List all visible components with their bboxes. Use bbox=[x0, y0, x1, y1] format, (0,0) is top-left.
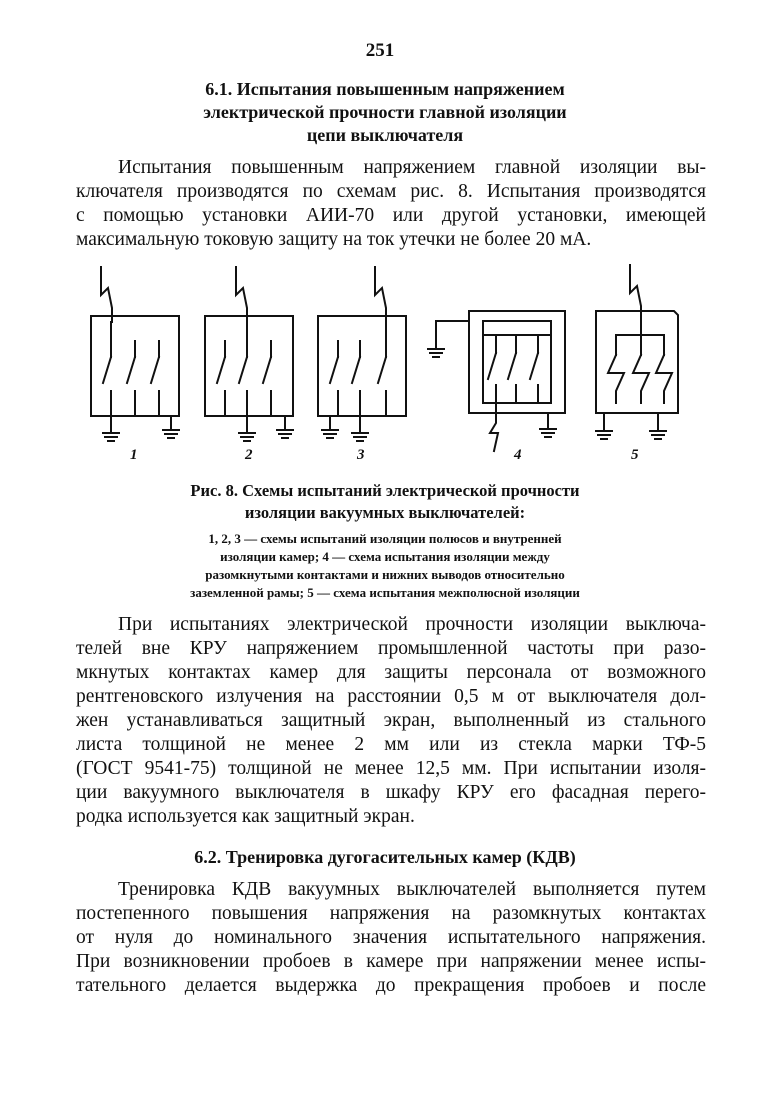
text-line: При возникновении пробоев в камере при напряжении менее испы- bbox=[76, 951, 706, 972]
section-6-2-paragraph bbox=[76, 878, 706, 998]
figure-legend bbox=[110, 530, 660, 602]
paragraph-2 bbox=[76, 613, 706, 829]
text-line: листа толщиной не менее 2 мм или из стекла марки ТФ-5 bbox=[76, 734, 706, 755]
scheme-label: 2 bbox=[245, 447, 253, 463]
figure-caption bbox=[90, 480, 680, 524]
heading-line: 6.2. Тренировка дугогасительных камер (КДВ) bbox=[194, 847, 576, 867]
text-line: (ГОСТ 9541-75) толщиной не менее 12,5 мм. При испытании изоля- bbox=[76, 758, 706, 779]
heading-line: 6.1. Испытания повышенным напряжением bbox=[205, 79, 565, 99]
section-6-2-heading bbox=[90, 846, 680, 869]
section-6-1-paragraph bbox=[76, 156, 706, 252]
text-line: от нуля до номинального значения испытательного напряжения. bbox=[76, 927, 706, 948]
scheme-3-diagram bbox=[318, 267, 406, 441]
text-line: максимальную токовую защиту на ток утечки не более 20 мА. bbox=[76, 229, 592, 250]
scheme-label: 3 bbox=[357, 447, 365, 463]
text-line: родка используется как защитный экран. bbox=[76, 806, 415, 827]
text-line: постепенного повышения напряжения на разомкнутых контактах bbox=[76, 903, 706, 924]
page-number: 251 bbox=[365, 40, 395, 61]
text-line: ключателя производятся по схемам рис. 8. Испытания производятся bbox=[76, 181, 706, 202]
scheme-1-diagram bbox=[91, 267, 179, 441]
text-line: ции вакуумного выключателя в шкафу КРУ его фасадная перего- bbox=[76, 782, 706, 803]
scheme-2-diagram bbox=[205, 267, 293, 441]
text-line: телей вне КРУ напряжением промышленной частоты при разо- bbox=[76, 638, 706, 659]
legend-line: разомкнутыми контактами и нижних выводов относительно bbox=[205, 567, 565, 582]
text-line: тательного делается выдержка до прекращения пробоев и после bbox=[76, 975, 706, 996]
text-line: мкнутых контактах камер для защиты персонала от возможного bbox=[76, 662, 706, 683]
heading-line: электрической прочности главной изоляции bbox=[203, 102, 567, 122]
section-6-1-heading bbox=[90, 78, 680, 147]
text-line: При испытаниях электрической прочности изоляции выключа- bbox=[118, 614, 706, 635]
text-line: Тренировка КДВ вакуумных выключателей выполняется путем bbox=[118, 879, 706, 900]
legend-line: 1, 2, 3 — схемы испытаний изоляции полюсов и внутренней bbox=[208, 531, 562, 546]
legend-line: изоляции камер; 4 — схема испытания изоляции между bbox=[220, 549, 550, 564]
scheme-label: 1 bbox=[130, 447, 138, 463]
legend-line: заземленной рамы; 5 — схема испытания межполюсной изоляции bbox=[190, 585, 580, 600]
scheme-5-diagram bbox=[596, 265, 678, 439]
heading-line: цепи выключателя bbox=[306, 125, 464, 145]
test-circuits-figure bbox=[0, 255, 760, 467]
text-line: с помощью установки АИИ-70 или другой установки, имеющей bbox=[76, 205, 706, 226]
caption-line: изоляции вакуумных выключателей: bbox=[244, 503, 526, 522]
text-line: Испытания повышенным напряжением главной изоляции вы- bbox=[118, 157, 706, 178]
text-line: рентгеновского излучения на расстоянии 0,5 м от выключателя дол- bbox=[76, 686, 706, 707]
scheme-4-diagram bbox=[428, 311, 565, 451]
caption-line: Рис. 8. Схемы испытаний электрической прочности bbox=[190, 481, 580, 500]
scheme-label: 4 bbox=[514, 447, 522, 463]
text-line: жен устанавливаться защитный экран, выполненный из стального bbox=[76, 710, 706, 731]
scheme-label: 5 bbox=[631, 447, 639, 463]
